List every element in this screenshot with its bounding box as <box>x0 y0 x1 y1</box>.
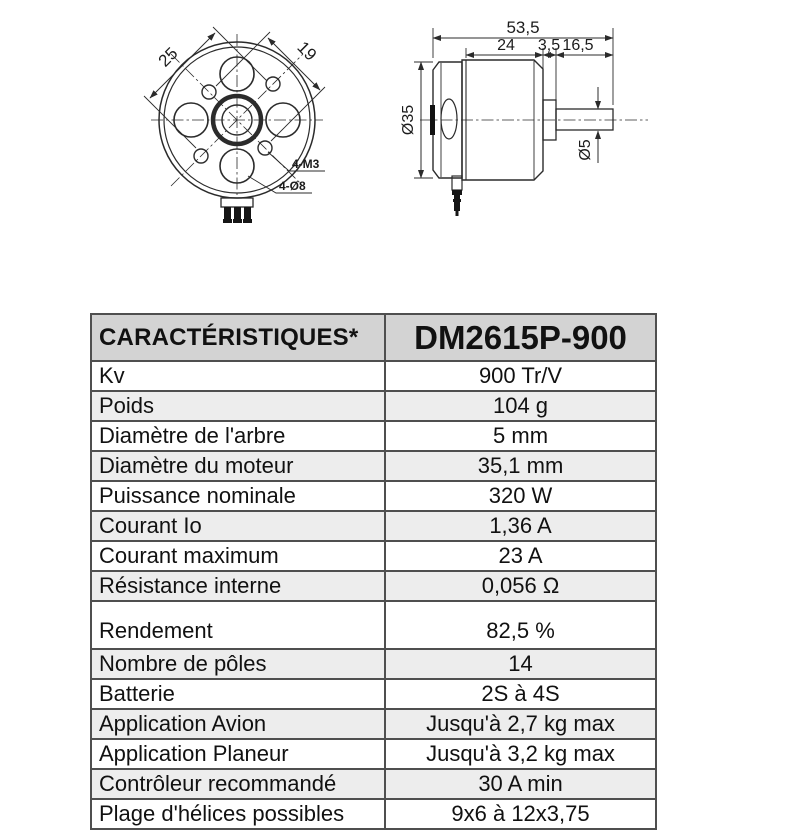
table-row <box>91 769 656 799</box>
table-row <box>91 361 656 391</box>
extension-line <box>213 27 267 81</box>
spec-label: Résistance interne <box>91 571 385 601</box>
dim-text-25: 25 <box>154 43 182 71</box>
motor-connector-side <box>452 176 462 216</box>
table-row <box>91 571 656 601</box>
spec-label: Rendement <box>91 601 385 649</box>
spec-label: Application Avion <box>91 709 385 739</box>
dim-text-shaft: 16,5 <box>562 37 594 54</box>
extension-line <box>216 32 270 86</box>
plate-mark <box>430 105 435 135</box>
table-row <box>91 541 656 571</box>
table-row <box>91 679 656 709</box>
spec-label: Poids <box>91 391 385 421</box>
spec-value: 320 W <box>385 481 656 511</box>
spec-value: 82,5 % <box>385 601 656 649</box>
motor-shaft <box>556 109 613 130</box>
table-row <box>91 481 656 511</box>
spec-value: Jusqu'à 3,2 kg max <box>385 739 656 769</box>
table-header-label: CARACTÉRISTIQUES* <box>91 314 385 361</box>
spec-value: 900 Tr/V <box>385 361 656 391</box>
table-row <box>91 739 656 769</box>
dim-text-collar: 3,5 <box>537 37 561 54</box>
table-row <box>91 601 656 649</box>
motor-connector-front <box>221 198 253 223</box>
table-row <box>91 649 656 679</box>
spec-value: Jusqu'à 2,7 kg max <box>385 709 656 739</box>
spec-label: Plage d'hélices possibles <box>91 799 385 829</box>
specs-table-body <box>91 361 656 829</box>
spec-value: 30 A min <box>385 769 656 799</box>
table-header-model: DM2615P-900 <box>385 314 656 361</box>
table-row <box>91 799 656 829</box>
spec-label: Diamètre du moteur <box>91 451 385 481</box>
spec-label: Diamètre de l'arbre <box>91 421 385 451</box>
spec-label: Batterie <box>91 679 385 709</box>
spec-label: Courant maximum <box>91 541 385 571</box>
table-header-row <box>91 314 656 361</box>
spec-value: 35,1 mm <box>385 451 656 481</box>
spec-value: 23 A <box>385 541 656 571</box>
specs-table <box>90 313 657 830</box>
motor-technical-drawings <box>0 0 800 252</box>
spec-value: 9x6 à 12x3,75 <box>385 799 656 829</box>
spec-label: Puissance nominale <box>91 481 385 511</box>
dim-text-body: 24 <box>497 37 515 54</box>
table-row <box>91 709 656 739</box>
motor-side-view <box>400 18 648 216</box>
spec-value: 5 mm <box>385 421 656 451</box>
spec-value: 1,36 A <box>385 511 656 541</box>
table-row <box>91 391 656 421</box>
spec-label: Contrôleur recommandé <box>91 769 385 799</box>
spec-label: Kv <box>91 361 385 391</box>
spec-label: Nombre de pôles <box>91 649 385 679</box>
motor-front-view <box>144 27 325 223</box>
spec-value: 0,056 Ω <box>385 571 656 601</box>
dim-text-19: 19 <box>293 37 321 65</box>
table-row <box>91 421 656 451</box>
table-row <box>91 511 656 541</box>
spec-value: 2S à 4S <box>385 679 656 709</box>
spec-label: Application Planeur <box>91 739 385 769</box>
spec-label: Courant Io <box>91 511 385 541</box>
label-screw-holes: 4-M3 <box>292 157 320 171</box>
label-vent-holes: 4-Ø8 <box>279 179 306 193</box>
spec-value: 104 g <box>385 391 656 421</box>
dim-text-overall: 53,5 <box>506 18 540 37</box>
dim-text-diameter: Ø35 <box>400 104 417 136</box>
table-row <box>91 451 656 481</box>
dim-text-shaft-diameter: Ø5 <box>577 139 594 161</box>
plate-slot <box>441 99 457 139</box>
extension-line <box>271 87 325 141</box>
spec-value: 14 <box>385 649 656 679</box>
